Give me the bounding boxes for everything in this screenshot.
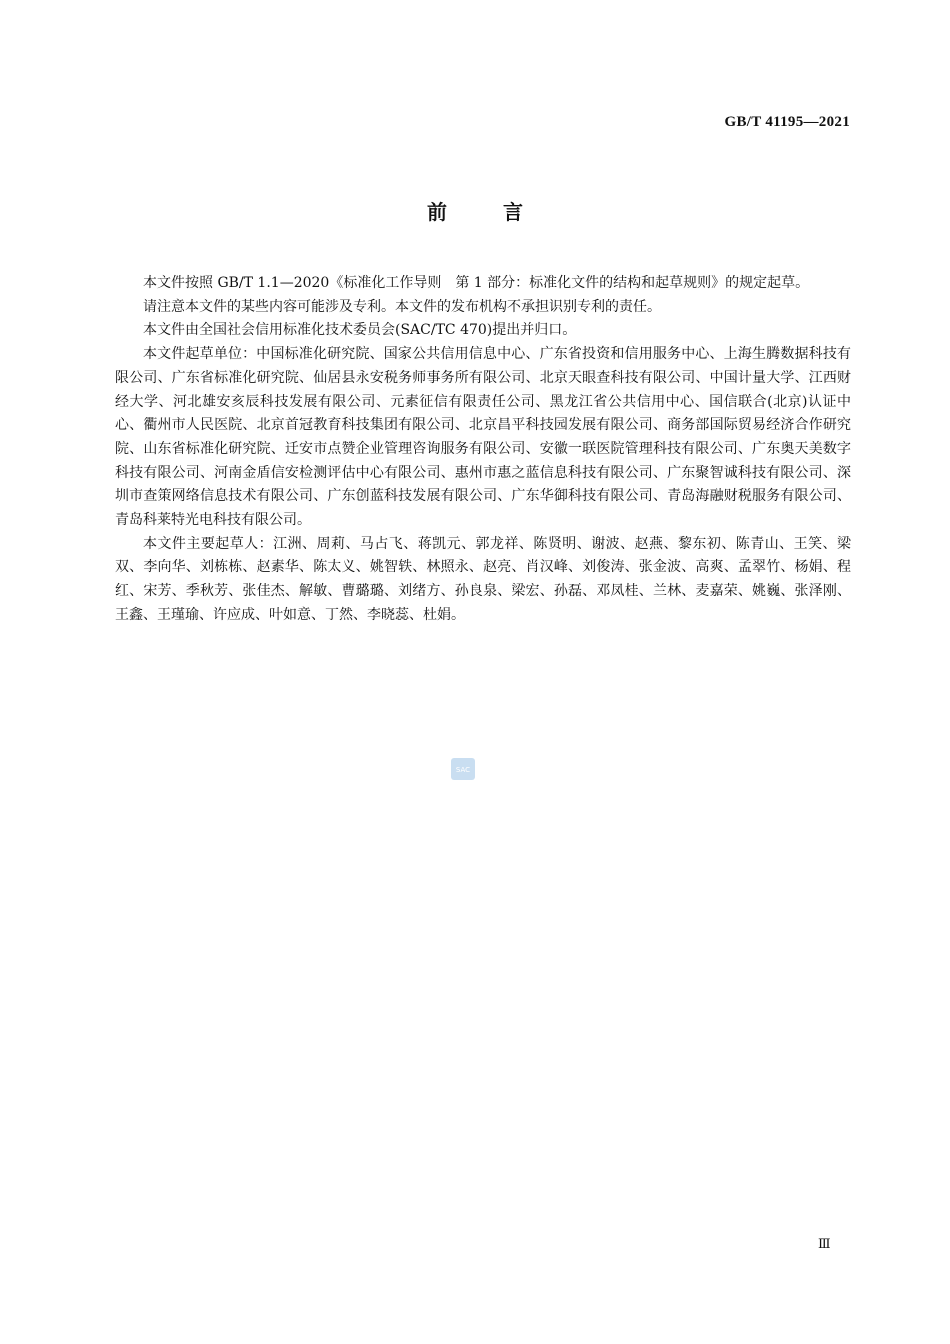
paragraph-patent-notice: 请注意本文件的某些内容可能涉及专利。本文件的发布机构不承担识别专利的责任。	[143, 298, 661, 315]
title-char-1: 前	[427, 200, 447, 224]
watermark-text: SAC	[455, 766, 471, 774]
sac-watermark-logo	[450, 757, 476, 781]
page-number: Ⅲ	[818, 1236, 831, 1251]
paragraph-drafting-units: 本文件起草单位：中国标准化研究院、国家公共信用信息中心、广东省投资和信用服务中心、上海生腾数据科技有限公司、广东省标准化研究院、仙居县永安税务师事务所有限公司、北京天眼查科技有限公司、中国计量大学、江西财经大学、河北雄安亥辰科技发展有限公司、元素征信有限责任公司、黑龙江省公共信用中心、国信联合(北京)认证中心、衢州市人民医院、北京首冠教育科技集团有限公司、北京昌平科技园发展有限公司、商务部国际贸易经济合作研究院、山东省标准化研究院、迁安市点赞企业管理咨询服务有限公司、安徽一联医院管理科技有限公司、广东奥天美数字科技有限公司、河南金盾信安检测评估中心有限公司、惠州市惠之蓝信息科技有限公司、广东聚智诚科技有限公司、深圳市查策网络信息技术有限公司、广东创蓝科技发展有限公司、广东华御科技有限公司、青岛海融财税服务有限公司、青岛科莱特光电科技有限公司。	[115, 346, 851, 529]
title-char-2: 言	[503, 200, 523, 224]
standard-number: GB/T 41195—2021	[724, 114, 850, 130]
paragraph-drafting-rules: 本文件按照 GB/T 1.1—2020《标准化工作导则 第 1 部分：标准化文件的结构和起草规则》的规定起草。	[143, 275, 810, 291]
foreword-body	[115, 272, 851, 628]
page-title	[0, 196, 950, 225]
paragraph-proposer: 本文件由全国社会信用标准化技术委员会(SAC/TC 470)提出并归口。	[143, 322, 577, 339]
paragraph-drafters: 本文件主要起草人：江洲、周莉、马占飞、蒋凯元、郭龙祥、陈贤明、谢波、赵燕、黎东初、陈青山、王笑、梁双、李向华、刘栋栋、赵素华、陈太义、姚智轶、林照永、赵亮、肖汉峰、刘俊涛、张金波、高爽、孟翠竹、杨娟、程红、宋芳、季秋芳、张佳杰、解敏、曹璐璐、刘绪方、孙良泉、梁宏、孙磊、邓凤桂、兰林、麦嘉荣、姚巍、张泽刚、王鑫、王瑾瑜、许应成、叶如意、丁然、李晓蕊、杜娟。	[115, 535, 851, 623]
